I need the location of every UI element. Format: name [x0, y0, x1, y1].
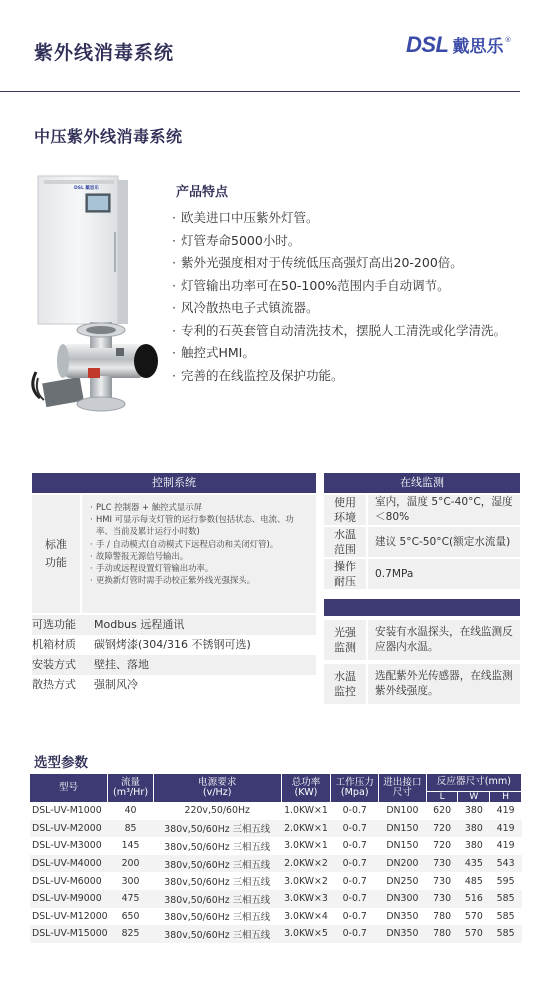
- control-row: [32, 615, 316, 635]
- col-height: H: [490, 791, 522, 802]
- cell-pressure: 0-0.7: [342, 910, 367, 922]
- standard-function-list: [82, 495, 316, 613]
- table-row: [30, 855, 522, 873]
- col-model: 型号: [30, 774, 108, 802]
- section-title: 中压紫外线消毒系统: [34, 127, 183, 146]
- header-divider: [0, 91, 520, 92]
- cell-flow: 650: [121, 910, 140, 922]
- cell-flow: 145: [121, 840, 140, 852]
- control-row: [32, 675, 316, 695]
- monitor-row-key: [324, 664, 368, 704]
- cell-length: 730: [426, 855, 458, 873]
- cell-total-power: 3.0KW×3: [281, 890, 331, 908]
- brand-logo: [406, 32, 512, 58]
- online-monitor-table: [324, 473, 520, 704]
- cell-pressure: 0-0.7: [342, 875, 367, 887]
- cell-total-power: 1.0KW×1: [284, 805, 328, 817]
- features-title: 产品特点: [176, 185, 229, 200]
- cell-model: DSL-UV-M12000: [32, 910, 108, 922]
- standard-function-row: [32, 495, 316, 613]
- cell-width: 380: [458, 820, 490, 838]
- selection-table-body: [30, 802, 522, 943]
- control-row-key: 散热方式: [32, 678, 76, 691]
- cell-port: DN300: [379, 890, 427, 908]
- cell-power: 220v,50/60Hz: [184, 805, 250, 817]
- table-row: [30, 925, 522, 943]
- features-list: [172, 207, 532, 387]
- cell-height: 585: [496, 910, 515, 922]
- col-pressure: [331, 774, 379, 802]
- cell-model: DSL-UV-M4000: [30, 855, 108, 873]
- monitor-row: [324, 495, 520, 525]
- monitor-key-line: 操作: [334, 560, 356, 573]
- feature-item: · 灯管输出功率可在50-100%范围内手自动调节。: [172, 275, 532, 298]
- online-monitor-header: 在线监测: [324, 473, 520, 493]
- cell-port: DN200: [379, 855, 427, 873]
- feature-item: · 风冷散热电子式镇流器。: [172, 297, 532, 320]
- cell-total-power: 3.0KW×5: [281, 925, 331, 943]
- cell-total-power: 3.0KW×1: [284, 840, 328, 852]
- col-port-line2: 尺寸: [392, 787, 412, 798]
- cabinet-brand: DSL 戴思乐: [74, 186, 99, 191]
- cell-model: DSL-UV-M15000: [30, 925, 108, 943]
- monitor-row-value: 建议 5°C-50°C(额定水流量): [375, 535, 511, 548]
- cell-length: 780: [426, 925, 458, 943]
- selection-header-row: [30, 774, 522, 791]
- monitor-row-key: [324, 559, 368, 589]
- cell-width: 570: [458, 925, 490, 943]
- cell-width: 435: [458, 855, 490, 873]
- control-row: [32, 635, 316, 655]
- cell-port: DN150: [386, 840, 419, 852]
- control-system-table: [32, 473, 316, 695]
- control-row-key: 安装方式: [32, 658, 76, 671]
- monitor-row-key: [324, 620, 368, 660]
- monitor-row-value: 0.7MPa: [375, 567, 414, 580]
- control-kv-rows: [32, 615, 316, 695]
- cell-length: 620: [433, 805, 452, 817]
- cell-total-power: 2.0KW×1: [281, 820, 331, 838]
- selection-table: [30, 774, 522, 943]
- control-row-value: 强制风冷: [94, 678, 138, 691]
- monitor-key-line: 环境: [334, 511, 356, 524]
- cell-port: DN350: [379, 925, 427, 943]
- cell-height: 419: [496, 840, 515, 852]
- monitor-key-line: 监控: [334, 685, 356, 698]
- control-row-value: Modbus 远程通讯: [94, 618, 185, 631]
- cell-height: 595: [496, 875, 515, 887]
- logo-chinese: 戴思乐: [452, 37, 504, 57]
- control-row-value: 碳钢烤漆(304/316 不锈钢可选): [94, 638, 251, 651]
- cell-pressure: 0-0.7: [331, 890, 379, 908]
- cell-width: 570: [464, 910, 483, 922]
- standard-function-item: · 手 / 自动模式(自动模式下远程启动和关闭灯管)。: [90, 538, 310, 550]
- cell-model: DSL-UV-M9000: [30, 890, 108, 908]
- cell-port: DN100: [386, 805, 419, 817]
- monitor-key-line: 监测: [334, 641, 356, 654]
- cell-flow: 85: [108, 820, 154, 838]
- monitor-row-value: 室内，温度 5°C-40°C，湿度＜80%: [375, 496, 513, 523]
- col-flow-line1: 流量: [120, 777, 141, 788]
- monitor-key-line: 水温: [334, 528, 356, 541]
- selection-title: 选型参数: [34, 755, 88, 771]
- cell-length: 720: [433, 840, 452, 852]
- monitor-key-line: 使用: [334, 496, 356, 509]
- table-row: [30, 820, 522, 838]
- monitor-key-line: 光强: [334, 626, 356, 639]
- col-power-line2: (v/Hz): [202, 787, 232, 798]
- cell-total-power: 2.0KW×2: [281, 855, 331, 873]
- col-length: L: [426, 791, 458, 802]
- cell-flow: 200: [108, 855, 154, 873]
- cell-power: 380v,50/60Hz 三相五线: [164, 841, 271, 853]
- feature-item: · 欧美进口中压紫外灯管。: [172, 207, 532, 230]
- cell-model: DSL-UV-M2000: [30, 820, 108, 838]
- cell-length: 780: [433, 910, 452, 922]
- cell-length: 730: [426, 890, 458, 908]
- feature-item: · 灯管寿命5000小时。: [172, 230, 532, 253]
- cell-height: 419: [496, 805, 515, 817]
- control-row: [32, 655, 316, 675]
- cell-width: 380: [464, 805, 483, 817]
- cell-flow: 300: [121, 875, 140, 887]
- control-row-value: 壁挂、落地: [94, 658, 149, 671]
- cell-power: 380v,50/60Hz 三相五线: [153, 890, 281, 908]
- page-title: 紫外线消毒系统: [34, 42, 175, 64]
- cell-height: 419: [490, 820, 522, 838]
- cell-pressure: 0-0.7: [331, 925, 379, 943]
- cell-pressure: 0-0.7: [342, 840, 367, 852]
- monitor-row-key: [324, 495, 368, 525]
- cell-power: 380v,50/60Hz 三相五线: [153, 855, 281, 873]
- standard-label-line1: 标准: [45, 538, 67, 551]
- table-row: [30, 908, 522, 926]
- cell-flow: 475: [108, 890, 154, 908]
- product-features: [172, 181, 532, 387]
- standard-function-item: · 更换新灯管时需手动校正紫外线光强探头。: [90, 574, 310, 586]
- page-header: [0, 0, 552, 92]
- cell-height: 543: [490, 855, 522, 873]
- product-image: [30, 172, 170, 432]
- cell-flow: 40: [124, 805, 137, 817]
- cell-power: 380v,50/60Hz 三相五线: [164, 877, 271, 889]
- registered-mark: ®: [504, 36, 512, 44]
- feature-item: · 触控式HMI。: [172, 342, 532, 365]
- col-total-line2: (KW): [294, 787, 318, 798]
- col-power: [153, 774, 281, 802]
- cell-power: 380v,50/60Hz 三相五线: [153, 820, 281, 838]
- col-total-line1: 总功率: [291, 777, 321, 788]
- standard-function-item: · HMI 可显示每支灯管的运行参数(包括状态、电流、功率、当前及累计运行小时数): [90, 513, 310, 537]
- cell-length: 720: [426, 820, 458, 838]
- cell-width: 380: [464, 840, 483, 852]
- cell-height: 585: [490, 925, 522, 943]
- col-flow-line2: (m³/Hr): [113, 787, 149, 798]
- cell-width: 485: [464, 875, 483, 887]
- cell-port: DN150: [379, 820, 427, 838]
- feature-item: · 紫外光强度相对于传统低压高强灯高出20-200倍。: [172, 252, 532, 275]
- monitor-section-bar: [324, 599, 520, 616]
- col-port: [379, 774, 427, 802]
- col-pressure-line2: (Mpa): [340, 787, 369, 798]
- cell-flow: 825: [108, 925, 154, 943]
- standard-function-label: [32, 495, 82, 613]
- cell-length: 730: [433, 875, 452, 887]
- cell-pressure: 0-0.7: [331, 820, 379, 838]
- col-pressure-line1: 工作压力: [335, 777, 374, 788]
- cell-power: 380v,50/60Hz 三相五线: [153, 925, 281, 943]
- monitor-row-value: 安装有水温探头，在线监测反应器内水温。: [375, 626, 513, 653]
- cell-power: 380v,50/60Hz 三相五线: [164, 912, 271, 924]
- cell-model: DSL-UV-M6000: [32, 875, 102, 887]
- monitor-key-line: 范围: [334, 543, 356, 556]
- monitor-row-value: 选配紫外光传感器，在线监测紫外线强度。: [375, 670, 513, 697]
- cell-width: 516: [458, 890, 490, 908]
- monitor-row-key: [324, 527, 368, 557]
- monitor-key-line: 耐压: [334, 575, 356, 588]
- feature-item: · 专利的石英套管自动清洗技术，摆脱人工清洗或化学清洗。: [172, 320, 532, 343]
- control-row-key: 可选功能: [32, 618, 76, 631]
- feature-item: · 完善的在线监控及保护功能。: [172, 365, 532, 388]
- col-flow: [108, 774, 154, 802]
- cell-pressure: 0-0.7: [342, 805, 367, 817]
- control-row-key: 机箱材质: [32, 638, 76, 651]
- table-row: [30, 837, 522, 855]
- cell-height: 585: [490, 890, 522, 908]
- col-total-power: [281, 774, 331, 802]
- cell-port: DN350: [386, 910, 419, 922]
- cell-port: DN250: [386, 875, 419, 887]
- logo-latin: DSL: [406, 32, 449, 57]
- cell-pressure: 0-0.7: [331, 855, 379, 873]
- monitor-row: [324, 559, 520, 589]
- monitor-key-line: 水温: [334, 670, 356, 683]
- monitor-row: [324, 527, 520, 557]
- control-system-header: 控制系统: [32, 473, 316, 493]
- col-reactor-size: 反应器尺寸(mm): [426, 774, 521, 791]
- standard-function-item: · 手动或远程设置灯管输出功率。: [90, 562, 310, 574]
- cell-model: DSL-UV-M1000: [32, 805, 102, 817]
- col-port-line1: 进出接口: [383, 777, 422, 788]
- monitor-row: [324, 664, 520, 704]
- standard-function-item: · 故障警报无源信号输出。: [90, 550, 310, 562]
- monitor-row: [324, 620, 520, 660]
- col-power-line1: 电源要求: [198, 777, 237, 788]
- col-width: W: [458, 791, 490, 802]
- cell-total-power: 3.0KW×4: [284, 910, 328, 922]
- table-row: [30, 802, 522, 820]
- standard-function-item: · PLC 控制器 + 触控式显示屏: [90, 501, 310, 513]
- cell-total-power: 3.0KW×2: [284, 875, 328, 887]
- cell-model: DSL-UV-M3000: [32, 840, 102, 852]
- table-row: [30, 872, 522, 890]
- table-row: [30, 890, 522, 908]
- standard-label-line2: 功能: [45, 556, 67, 569]
